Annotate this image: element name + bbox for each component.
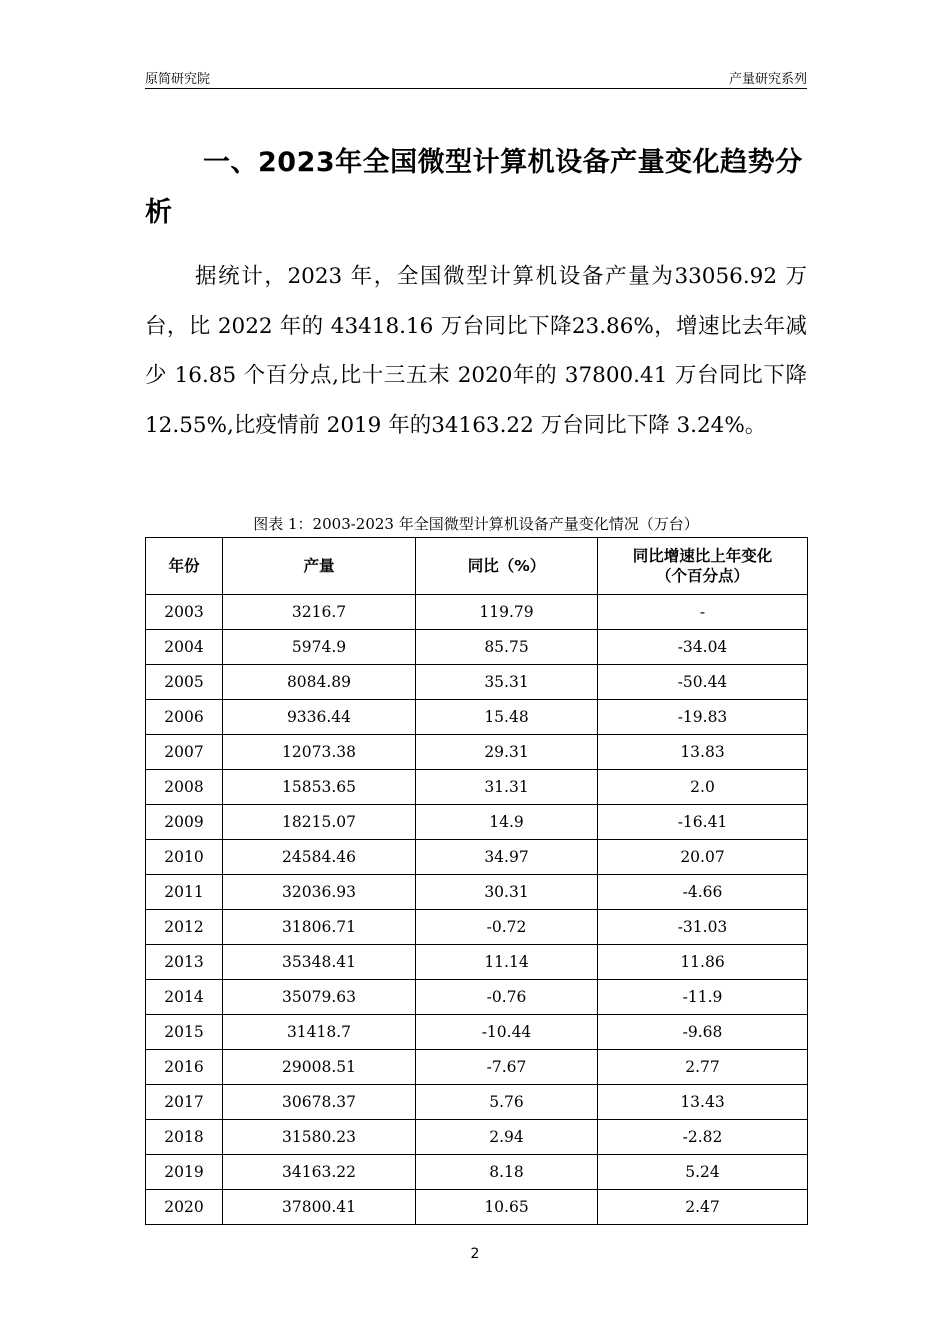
cell-year: 2018 [146,1120,223,1155]
cell-yoy: 31.31 [416,770,598,805]
cell-year: 2020 [146,1190,223,1225]
cell-yoy: -7.67 [416,1050,598,1085]
cell-yoy-change: 20.07 [598,840,808,875]
header-series: 产量研究系列 [728,72,807,87]
cell-yoy-change: 2.77 [598,1050,808,1085]
cell-output: 31580.23 [223,1120,416,1155]
cell-yoy-change: 13.43 [598,1085,808,1120]
table-row [146,875,808,910]
header-organization: 原简研究院 [145,72,211,87]
cell-yoy-change: - [598,595,808,630]
cell-year: 2011 [146,875,223,910]
cell-output: 29008.51 [223,1050,416,1085]
cell-yoy: 30.31 [416,875,598,910]
cell-yoy-change: 5.24 [598,1155,808,1190]
table-row [146,665,808,700]
cell-output: 15853.65 [223,770,416,805]
cell-yoy-change: -19.83 [598,700,808,735]
cell-output: 31806.71 [223,910,416,945]
cell-year: 2014 [146,980,223,1015]
cell-output: 8084.89 [223,665,416,700]
cell-yoy: 35.31 [416,665,598,700]
col-header-yoy: 同比（%） [416,538,598,595]
cell-year: 2017 [146,1085,223,1120]
cell-year: 2013 [146,945,223,980]
cell-output: 18215.07 [223,805,416,840]
body-paragraph: 据统计，2023 年，全国微型计算机设备产量为33056.92 万台，比 2022 年的 43418.16 万台同比下降23.86%，增速比去年减少 16.85 个百分点,比十三五末 2020年的 37800.41 万台同比下降 12.55%,比疫情前 2019 年的34163.22 万台同比下降 3.24%。 [145,264,807,438]
cell-yoy: -0.76 [416,980,598,1015]
cell-yoy-change: -2.82 [598,1120,808,1155]
table-row [146,980,808,1015]
table-row [146,1120,808,1155]
cell-output: 35348.41 [223,945,416,980]
cell-year: 2004 [146,630,223,665]
table-row [146,805,808,840]
page-number: 2 [470,1246,480,1262]
cell-yoy: 10.65 [416,1190,598,1225]
page-header [145,66,807,89]
cell-year: 2007 [146,735,223,770]
table-row [146,770,808,805]
cell-year: 2009 [146,805,223,840]
table-row [146,700,808,735]
table-row [146,1085,808,1120]
table-row [146,1050,808,1085]
cell-output: 24584.46 [223,840,416,875]
production-table [145,537,808,1225]
cell-output: 35079.63 [223,980,416,1015]
col-header-year: 年份 [146,538,223,595]
cell-yoy-change: 2.47 [598,1190,808,1225]
section-title: 一、2023年全国微型计算机设备产量变化趋势分析 [145,147,803,228]
table-row [146,840,808,875]
table-body [146,595,808,1225]
cell-yoy: 85.75 [416,630,598,665]
cell-year: 2008 [146,770,223,805]
table-row [146,1015,808,1050]
cell-yoy-change: -9.68 [598,1015,808,1050]
table-row [146,735,808,770]
cell-year: 2019 [146,1155,223,1190]
cell-year: 2006 [146,700,223,735]
cell-year: 2010 [146,840,223,875]
table-row [146,630,808,665]
table-row [146,595,808,630]
cell-yoy-change: -31.03 [598,910,808,945]
cell-yoy: 14.9 [416,805,598,840]
table-row [146,910,808,945]
cell-yoy-change: -16.41 [598,805,808,840]
table-caption: 图表 1：2003-2023 年全国微型计算机设备产量变化情况（万台） [253,515,699,533]
cell-yoy: 11.14 [416,945,598,980]
cell-year: 2015 [146,1015,223,1050]
col-header-output: 产量 [223,538,416,595]
cell-output: 9336.44 [223,700,416,735]
cell-output: 32036.93 [223,875,416,910]
cell-yoy: 5.76 [416,1085,598,1120]
table-row [146,1190,808,1225]
cell-yoy: -10.44 [416,1015,598,1050]
cell-yoy-change: -50.44 [598,665,808,700]
table-row [146,1155,808,1190]
cell-yoy: 29.31 [416,735,598,770]
cell-year: 2012 [146,910,223,945]
cell-year: 2016 [146,1050,223,1085]
cell-yoy: -0.72 [416,910,598,945]
cell-yoy: 119.79 [416,595,598,630]
cell-yoy-change: 11.86 [598,945,808,980]
cell-output: 3216.7 [223,595,416,630]
cell-yoy: 15.48 [416,700,598,735]
cell-yoy: 8.18 [416,1155,598,1190]
cell-yoy-change: 2.0 [598,770,808,805]
cell-year: 2003 [146,595,223,630]
cell-output: 31418.7 [223,1015,416,1050]
cell-yoy: 2.94 [416,1120,598,1155]
table-header-row [146,538,808,595]
cell-yoy-change: -34.04 [598,630,808,665]
cell-yoy-change: -11.9 [598,980,808,1015]
cell-yoy: 34.97 [416,840,598,875]
cell-output: 12073.38 [223,735,416,770]
cell-output: 34163.22 [223,1155,416,1190]
cell-output: 5974.9 [223,630,416,665]
cell-output: 30678.37 [223,1085,416,1120]
col-header-yoy-change: 同比增速比上年变化（个百分点） [598,538,808,595]
cell-output: 37800.41 [223,1190,416,1225]
cell-yoy-change: 13.83 [598,735,808,770]
cell-year: 2005 [146,665,223,700]
cell-yoy-change: -4.66 [598,875,808,910]
table-row [146,945,808,980]
